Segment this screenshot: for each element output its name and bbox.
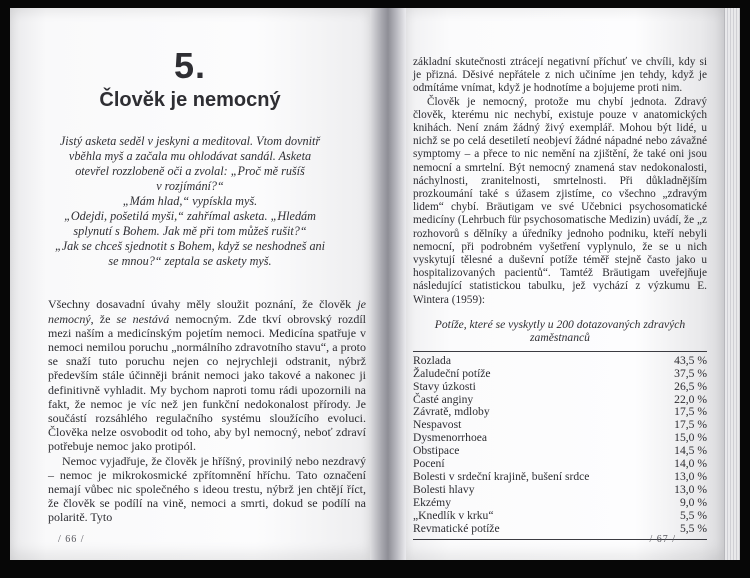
row-label: Nespavost — [413, 418, 462, 432]
table-row — [413, 355, 707, 368]
paragraph — [48, 297, 366, 453]
row-label: Rozlada — [413, 353, 451, 367]
table-row — [413, 484, 707, 497]
row-value: 37,5 % — [674, 366, 707, 380]
table-row — [413, 471, 707, 484]
right-page — [406, 8, 724, 560]
table-row — [413, 497, 707, 510]
book-spread — [10, 8, 740, 560]
epigraph-line: se mnou?“ zeptala se askety myš. — [108, 254, 272, 269]
paragraph: Člověk je nemocný, protože mu chybí jednota. Zdravý člověk, kterému nic nechybí, existuje pouze v anatomických knihách. Není znám žádný živý exemplář. Mohou být lidé, u nichž se po celá desetiletí neobjeví žádné nápadné nebo závažné symptomy – a přece to nic nemění na zjištění, že také oni jsou nemocní a smrtelní. Být nemocný znamená stav nedokonalosti, náchylnosti, zranitelnosti, smrtelnosti. Při důkladnějším prozkoumání také s úžasem zjistíme, co všechno „zdravým lidem“ chybí. Bräutigam ve své Učebnici psychosomatické medicíny (Lehrbuch für psychosomatische Medizin) uvádí, že „z rozhovorů s dělníky a úředníky jednoho podniku, kteří nebyli nemocní, při podrobném vyšetření vyplynulo, že se u nich vyskytují tělesné a duševní potíže téměř stejně často jako u hospitalizovaných pacientů“. Tamtéž Bräutigam uveřejňuje následující statistickou tabulku, jež vychází z výzkumu E. Wintera (1959): — [413, 95, 707, 306]
page-number-left: / 66 / — [58, 534, 85, 545]
row-value: 17,5 % — [674, 418, 707, 432]
row-value: 15,0 % — [674, 431, 707, 445]
right-body-text — [413, 56, 707, 307]
row-value: 13,0 % — [674, 482, 707, 496]
row-value: 43,5 % — [674, 353, 707, 367]
row-value: 14,5 % — [674, 444, 707, 458]
row-value: 17,5 % — [674, 405, 707, 419]
table-caption: Potíže, které se vyskytly u 200 dotazovaných zdravých zaměstnanců — [434, 317, 686, 344]
row-value: 26,5 % — [674, 379, 707, 393]
row-label: Žaludeční potíže — [413, 366, 491, 380]
page-number-right: / 67 / — [649, 534, 676, 545]
row-label: Stavy úzkosti — [413, 379, 476, 393]
left-page — [10, 8, 370, 560]
chapter-title: Člověk je nemocný — [99, 89, 281, 112]
table-row — [413, 368, 707, 381]
row-label: Ekzémy — [413, 495, 451, 509]
row-label: Dysmenorrhoea — [413, 431, 488, 445]
paragraph: Nemoc vyjadřuje, že člověk je hříšný, provinilý nebo nezdravý – nemoc je mikrokosmické zpřítomnění hříchu. Tato označení nemají vůbec nic společného s ideou trestu, nýbrž jen chtějí říct, že člověk se podílí na vině, nemoci a smrti, dokud se podílí na polaritě. Tyto — [48, 453, 366, 525]
epigraph-line: v rozjímání?“ — [156, 179, 224, 194]
page-fore-edge — [724, 8, 740, 560]
table-row — [413, 381, 707, 394]
row-label: Revmatické potíže — [413, 521, 500, 535]
paragraph-segment-italic: se nestává — [116, 311, 170, 326]
paragraph-segment-italic: je nemocný — [48, 297, 366, 326]
left-body-text — [48, 297, 366, 524]
paragraph-segment: , že — [90, 311, 117, 326]
epigraph-line: „Mám hlad,“ vypískla myš. — [122, 194, 258, 209]
row-value: 13,0 % — [674, 470, 707, 484]
row-label: Bolesti hlavy — [413, 482, 475, 496]
epigraph-line: „Odejdi, pošetilá myši,“ zahřímal asketa. „Hledám — [64, 209, 316, 224]
paragraph-segment: Všechny dosavadní úvahy měly sloužit poznání, že člověk — [48, 297, 358, 312]
row-label: „Knedlík v krku“ — [413, 508, 494, 522]
chapter-number: 5. — [173, 45, 207, 86]
epigraph — [39, 134, 341, 269]
row-label: Závratě, mdloby — [413, 405, 490, 419]
table-row — [413, 510, 707, 523]
paragraph: základní skutečnosti ztrácejí negativní příchuť ve chvíli, kdy si je přizná. Děsivé nepřátele z nich učiníme jen tehdy, když je odmítáme vnímat, když je hodnotíme a bojujeme proti nim. — [413, 56, 707, 95]
epigraph-line: splynutí s Bohem. Jak mě při tom můžeš rušit?“ — [73, 224, 307, 239]
row-value: 14,0 % — [674, 457, 707, 471]
row-value: 5,5 % — [679, 521, 707, 535]
row-label: Časté anginy — [413, 392, 474, 406]
epigraph-line: „Jak se chceš sjednotit s Bohem, když se neshodneš ani — [54, 239, 326, 254]
epigraph-line: Jistý asketa seděl v jeskyni a meditoval. Vtom dovnitř — [59, 134, 321, 149]
epigraph-line: vběhla myš a začala mu ohlodávat sandál. Asketa — [68, 149, 312, 164]
paragraph-segment: nemocným. Zde tkví obrovský rozdíl mezi naším a medicínským pojetím nemoci. Medicína spatřuje v nemoci nemilou poruchu „normálního zdravotního stavu“, a proto se snaží tuto poruchu nejen co nejrychleji odstranit, nýbrž především stále účinněji bránit nemoci jako takové a nakonec ji definitivně vyhladit. My bychom naproti tomu rádi upozornili na fakt, že nemoc je víc než jen funkční nedokonalost přírody. Je součástí rozsáhlého regulačního systému sloužícího evoluci. Člověka nelze osvobodit od toho, aby byl nemocný, neboť zdraví potřebuje nemoc jako protipól. — [48, 311, 366, 454]
row-label: Obstipace — [413, 444, 460, 458]
row-value: 5,5 % — [679, 508, 707, 522]
statistics-table — [413, 351, 707, 540]
row-value: 22,0 % — [674, 392, 707, 406]
table-row — [413, 445, 707, 458]
row-label: Bolesti v srdeční krajině, bušení srdce — [413, 470, 590, 484]
row-label: Pocení — [413, 457, 445, 471]
epigraph-line: otevřel rozzlobeně oči a zvolal: „Proč mě rušíš — [75, 164, 305, 179]
book-gutter-shadow — [370, 8, 406, 560]
row-value: 9,0 % — [679, 495, 707, 509]
